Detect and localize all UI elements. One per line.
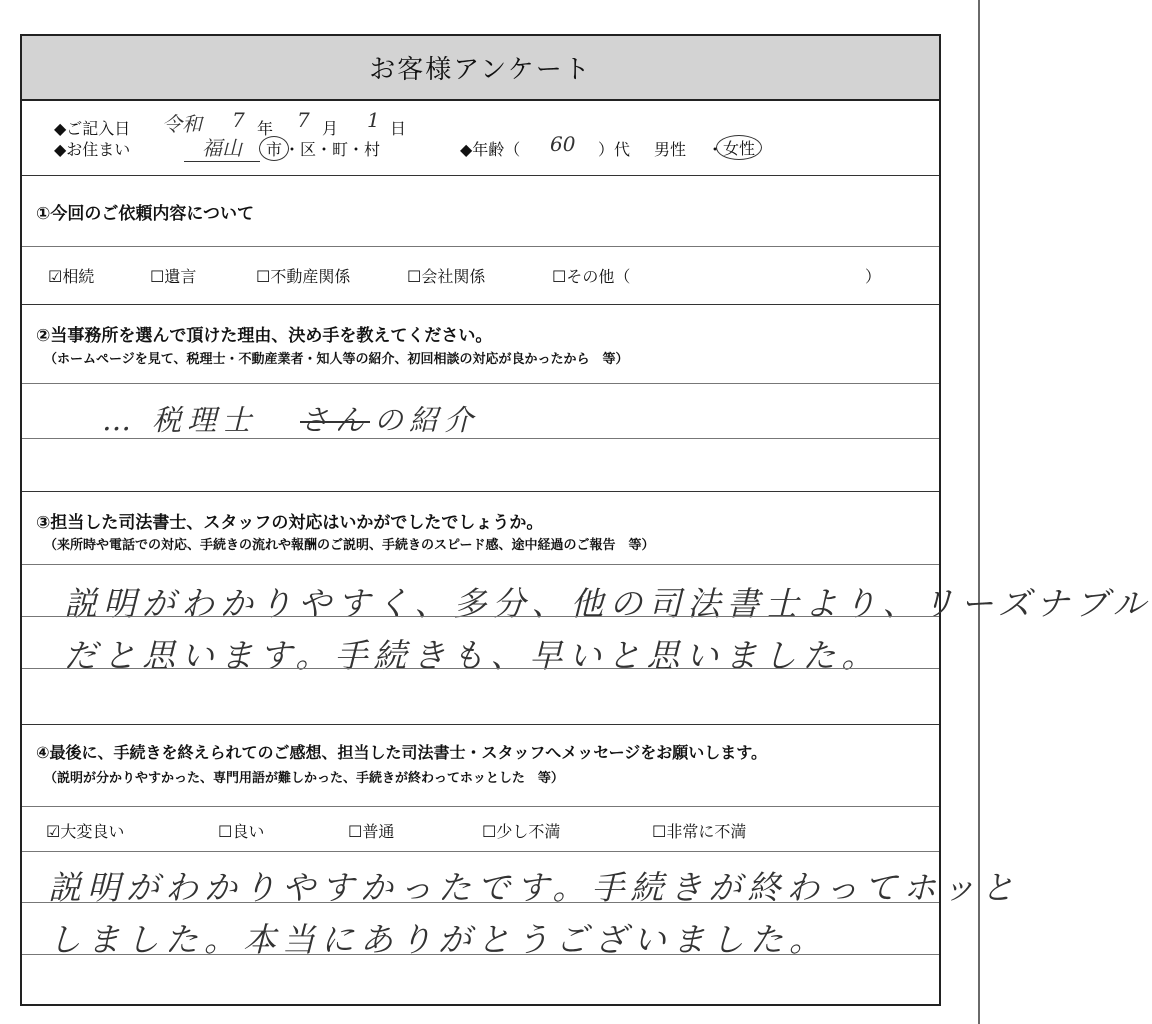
q1-option-other: ☐その他（ [552,267,631,286]
q4-title: ④最後に、手続きを終えられてのご感想、担当した司法書士・スタッフへメッセージをお願いします。 [36,743,767,762]
divider [22,806,939,807]
divider [22,616,939,617]
address-value: 福山 [184,132,260,162]
q1-title: ①今回のご依頼内容について [36,204,255,224]
q2-title: ②当事務所を選んで頂けた理由、決め手を教えてください。 [36,326,493,346]
q4-option-very-dissatisfied: ☐非常に不満 [652,822,747,841]
male-label: 男性 [654,140,687,159]
divider [22,724,939,725]
q2-answer-pre: … 税理士 [102,403,258,437]
q1-close-paren: ） [865,267,882,286]
q1-option-real-estate: ☐不動産関係 [256,267,351,286]
female-label: 女性 [716,135,762,160]
q1-option-will: ☐遺言 [150,267,197,286]
year-label: 年 [257,119,274,138]
divider [22,304,939,305]
day-label: 日 [390,119,407,138]
divider [22,383,939,384]
address-label: ◆お住まい [54,140,131,159]
q4-option-very-good: ☑大変良い [46,822,125,841]
q3-title: ③担当した司法書士、スタッフの対応はいかがでしたでしょうか。 [36,513,544,533]
divider [22,491,939,492]
age-suffix: ）代 [598,140,631,159]
address-circled: 市 [259,136,289,161]
q4-answer-line-1: 説明がわかりやすかったです。手続きが終わってホッと [48,868,1021,907]
q3-answer-line-2: だと思います。手続きも、早いと思いました。 [64,636,881,675]
date-label: ◆ご記入日 [54,119,131,138]
divider [22,851,939,852]
divider [22,175,939,176]
gender-dot: ・ [707,140,724,159]
month-label: 月 [322,119,339,138]
age-label: ◆年齢（ [460,140,521,159]
divider [22,954,939,955]
date-era: 令和 [162,112,202,136]
q3-note: （来所時や電話での対応、手続きの流れや報酬のご説明、手続きのスピード感、途中経過のご報告 等） [44,538,655,553]
divider [22,438,939,439]
q4-answer-line-2: しました。本当にありがとうございました。 [48,920,828,959]
survey-form [20,34,1152,1006]
divider [22,668,939,669]
form-title: お客様アンケート [22,36,939,101]
q4-note: （説明が分かりやすかった、専門用語が難しかった、手続きが終わってホッとした 等） [44,771,564,786]
divider [22,246,939,247]
q1-option-inheritance: ☑相続 [48,267,95,286]
q4-option-slightly-dissatisfied: ☐少し不満 [482,822,561,841]
q2-answer-post: の紹介 [374,403,480,437]
divider [22,564,939,565]
q4-option-good: ☐良い [218,822,265,841]
q1-option-company: ☐会社関係 [407,267,486,286]
q4-option-normal: ☐普通 [348,822,395,841]
date-year: 7 [232,108,245,132]
q3-answer-line-1: 説明がわかりやすく、多分、他の司法書士より、リーズナブル [64,584,1152,623]
address-rest: ・区・町・村 [284,140,381,159]
q2-note: （ホームページを見て、税理士・不動産業者・知人等の紹介、初回相談の対応が良かったから 等） [44,352,629,367]
q2-answer-struck: さん [300,403,371,437]
date-month: 7 [297,108,310,132]
divider [22,902,939,903]
age-value: 60 [550,132,576,156]
date-day: 1 [367,108,380,132]
